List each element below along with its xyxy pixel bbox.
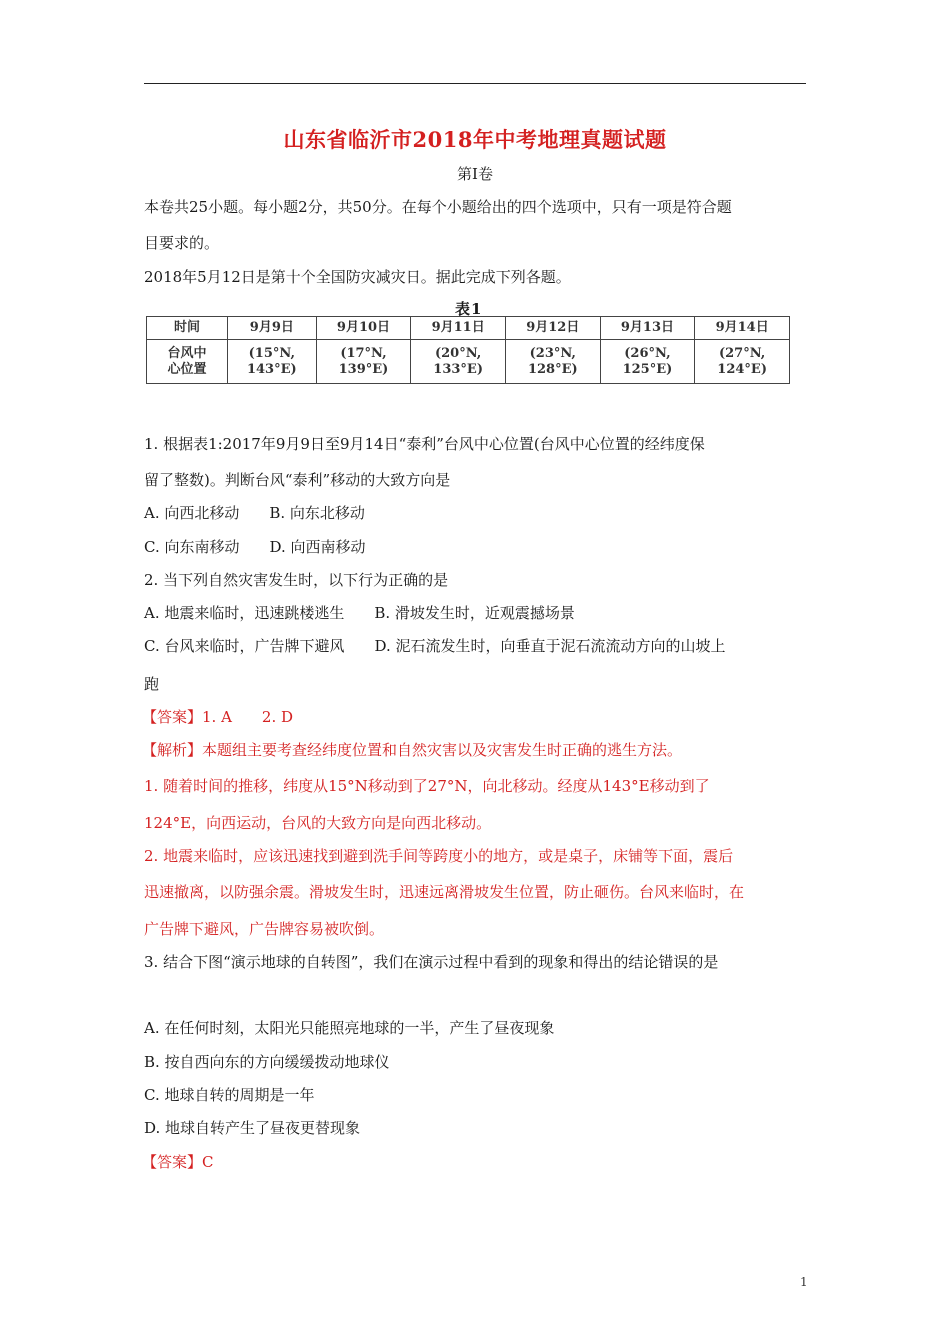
analysis-p1-line-1: 1. 随着时间的推移，纬度从15°N移动到了27°N，向北移动。经度从143°E移动到了 <box>144 777 710 795</box>
table-header-label: 时间 <box>147 317 228 340</box>
analysis-intro <box>142 740 806 760</box>
intro-line-1: 本卷共25小题。每小题2分，共50分。在每个小题给出的四个选项中，只有一项是符合题 <box>144 198 732 216</box>
intro-line-2: 目要求的。 <box>144 234 220 252</box>
table-date-cell: 9月14日 <box>695 317 790 340</box>
answer-3 <box>142 1152 806 1172</box>
analysis-label: 【解析】 <box>142 741 203 759</box>
analysis-p1-line-2: 124°E，向西运动，台风的大致方向是向西北移动。 <box>144 814 492 832</box>
section-subtitle: 第Ⅰ卷 <box>457 165 493 183</box>
table-position-cell: (17°N, 139°E) <box>316 340 411 384</box>
answer-value: C <box>202 1153 214 1171</box>
table-date-cell: 9月9日 <box>228 317 317 340</box>
q3-option-b: B. 按自西向东的方向缓缓拨动地球仪 <box>144 1053 390 1071</box>
q2-options-cd: C. 台风来临时，广告牌下避风 D. 泥石流发生时，向垂直于泥石流流动方向的山坡上 <box>144 637 726 655</box>
table-position-cell: (26°N, 125°E) <box>600 340 695 384</box>
q3-option-d: D. 地球自转产生了昼夜更替现象 <box>144 1119 361 1137</box>
q2-stem: 2. 当下列自然灾害发生时，以下行为正确的是 <box>144 571 449 589</box>
page-number: 1 <box>800 1275 808 1289</box>
answer-label: 【答案】 <box>142 1153 203 1171</box>
table-caption: 表1 <box>455 300 483 318</box>
context-line: 2018年5月12日是第十个全国防灾减灾日。据此完成下列各题。 <box>144 268 571 286</box>
q3-stem: 3. 结合下图“演示地球的自转图”，我们在演示过程中看到的现象和得出的结论错误的是 <box>144 953 719 971</box>
table-header-row <box>147 317 790 340</box>
table-date-cell: 9月12日 <box>505 317 600 340</box>
table-date-cell: 9月13日 <box>600 317 695 340</box>
page-title: 山东省临沂市2018年中考地理真题试题 <box>283 127 667 152</box>
q1-options-ab: A. 向西北移动 B. 向东北移动 <box>144 504 365 522</box>
table-row-label: 台风中 心位置 <box>147 340 228 384</box>
q1-options-cd: C. 向东南移动 D. 向西南移动 <box>144 538 366 556</box>
table-position-cell: (15°N, 143°E) <box>228 340 317 384</box>
answer-value: 1. A 2. D <box>202 708 294 726</box>
answer-1-2 <box>142 707 806 727</box>
analysis-p2-line-1: 2. 地震来临时，应该迅速找到避到洗手间等跨度小的地方，或是桌子，床铺等下面，震后 <box>144 847 734 865</box>
table-position-cell: (23°N, 128°E) <box>505 340 600 384</box>
q3-option-a: A. 在任何时刻，太阳光只能照亮地球的一半，产生了昼夜现象 <box>144 1019 555 1037</box>
table-date-cell: 9月10日 <box>316 317 411 340</box>
q3-option-c: C. 地球自转的周期是一年 <box>144 1086 315 1104</box>
q2-options-cd-cont: 跑 <box>144 675 160 693</box>
analysis-text: 本题组主要考查经纬度位置和自然灾害以及灾害发生时正确的逃生方法。 <box>202 741 683 759</box>
typhoon-table <box>146 316 790 384</box>
table-position-row <box>147 340 790 384</box>
table-date-cell: 9月11日 <box>411 317 506 340</box>
table-position-cell: (27°N, 124°E) <box>695 340 790 384</box>
header-rule <box>144 83 806 84</box>
analysis-p2-line-2: 迅速撤离，以防强余震。滑坡发生时，迅速远离滑坡发生位置，防止砸伤。台风来临时，在 <box>144 883 745 901</box>
analysis-p2-line-3: 广告牌下避风，广告牌容易被吹倒。 <box>144 920 385 938</box>
q1-stem-line-1: 1. 根据表1:2017年9月9日至9月14日“泰利”台风中心位置(台风中心位置的经纬度保 <box>144 435 705 453</box>
table-position-cell: (20°N, 133°E) <box>411 340 506 384</box>
q2-options-ab: A. 地震来临时，迅速跳楼逃生 B. 滑坡发生时，近观震撼场景 <box>144 604 575 622</box>
q1-stem-line-2: 留了整数)。判断台风“泰利”移动的大致方向是 <box>144 471 451 489</box>
answer-label: 【答案】 <box>142 708 203 726</box>
